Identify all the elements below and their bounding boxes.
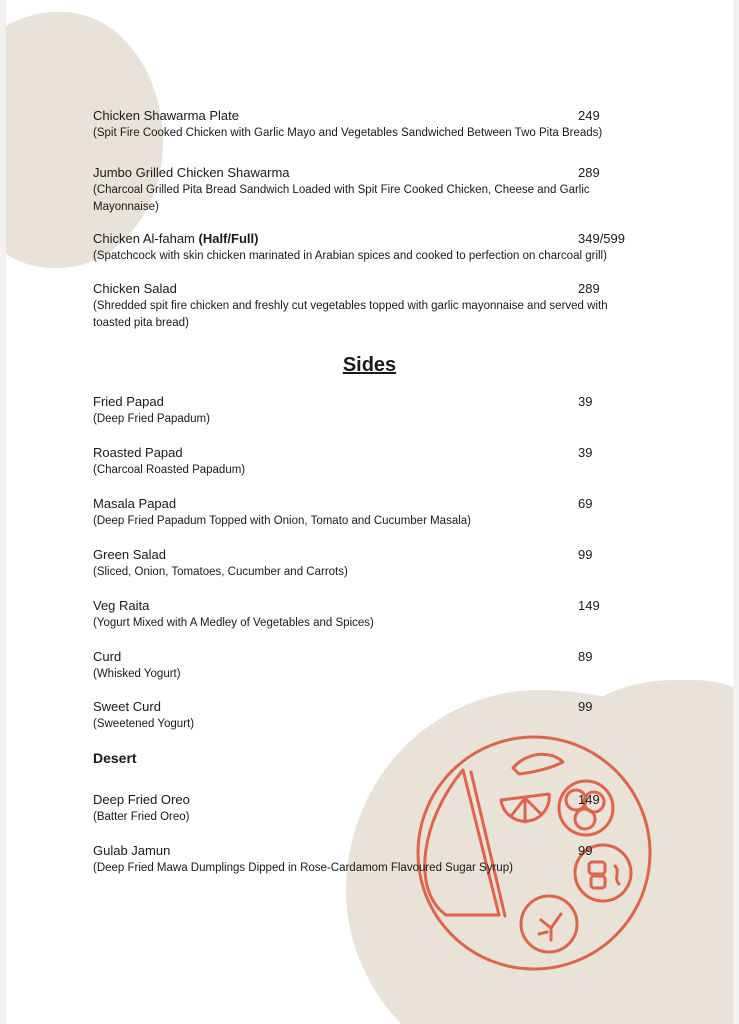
item-description: (Sliced, Onion, Tomatoes, Cucumber and Carrots) bbox=[93, 566, 348, 578]
menu-item-chicken-al-faham bbox=[93, 231, 653, 265]
menu-item-fried-papad bbox=[93, 394, 653, 428]
item-description: (Whisked Yogurt) bbox=[93, 668, 181, 680]
section-title-sides: Sides bbox=[342, 354, 397, 376]
item-price: 289 bbox=[578, 281, 600, 296]
menu-item-chicken-shawarma-plate bbox=[93, 108, 653, 142]
menu-item-green-salad bbox=[93, 547, 653, 581]
item-name: Chicken Shawarma Plate bbox=[93, 108, 239, 123]
item-description: (Sweetened Yogurt) bbox=[93, 718, 195, 730]
item-price: 149 bbox=[578, 598, 600, 613]
menu-item-gulab-jamun bbox=[93, 843, 653, 877]
item-name: Veg Raita bbox=[93, 598, 150, 613]
item-name: Chicken Salad bbox=[93, 281, 177, 296]
menu-item-roasted-papad bbox=[93, 445, 653, 479]
item-description: (Spatchcock with skin chicken marinated in Arabian spices and cooked to perfection on charcoal grill) bbox=[93, 250, 607, 262]
menu-item-jumbo-grilled-chicken-shawarma bbox=[93, 165, 653, 216]
item-price: 99 bbox=[578, 843, 593, 858]
item-name: Fried Papad bbox=[93, 394, 164, 409]
item-description: (Charcoal Grilled Pita Bread Sandwich Loaded with Spit Fire Cooked Chicken, Cheese and Garlic Mayonnaise) bbox=[93, 184, 590, 213]
item-price: 349/599 bbox=[578, 231, 625, 246]
menu-item-sweet-curd bbox=[93, 699, 653, 733]
item-description: (Deep Fried Mawa Dumplings Dipped in Rose-Cardamom Flavoured Sugar Syrup) bbox=[93, 862, 513, 874]
item-description: (Spit Fire Cooked Chicken with Garlic Mayo and Vegetables Sandwiched Between Two Pita Breads) bbox=[93, 127, 603, 139]
item-price: 39 bbox=[578, 394, 593, 409]
item-name: Gulab Jamun bbox=[93, 843, 171, 858]
item-price: 99 bbox=[578, 547, 593, 562]
menu-item-veg-raita bbox=[93, 598, 653, 632]
item-price: 249 bbox=[578, 108, 600, 123]
item-price: 89 bbox=[578, 649, 593, 664]
item-name-text: Chicken Al-faham bbox=[93, 231, 199, 246]
item-description: (Batter Fried Oreo) bbox=[93, 811, 190, 823]
item-name: Green Salad bbox=[93, 547, 166, 562]
menu-item-chicken-salad bbox=[93, 281, 653, 332]
item-portion-label: (Half/Full) bbox=[198, 231, 259, 246]
menu-item-masala-papad bbox=[93, 496, 653, 530]
item-name: Sweet Curd bbox=[93, 699, 161, 714]
section-title-desert: Desert bbox=[93, 750, 137, 766]
item-description: (Deep Fried Papadum Topped with Onion, Tomato and Cucumber Masala) bbox=[93, 515, 472, 527]
item-name: Deep Fried Oreo bbox=[93, 792, 190, 807]
item-name: Roasted Papad bbox=[93, 445, 183, 460]
menu-page bbox=[6, 0, 733, 1024]
item-description: (Shredded spit fire chicken and freshly cut vegetables topped with garlic mayonnaise and served with toasted pita bread) bbox=[93, 300, 608, 329]
item-price: 69 bbox=[578, 496, 593, 511]
item-name: Masala Papad bbox=[93, 496, 177, 511]
item-price: 39 bbox=[578, 445, 593, 460]
item-description: (Yogurt Mixed with A Medley of Vegetables and Spices) bbox=[93, 617, 374, 629]
item-name: Jumbo Grilled Chicken Shawarma bbox=[93, 165, 290, 180]
item-description: (Deep Fried Papadum) bbox=[93, 413, 210, 425]
item-price: 149 bbox=[578, 792, 600, 807]
menu-item-deep-fried-oreo bbox=[93, 792, 653, 826]
item-description: (Charcoal Roasted Papadum) bbox=[93, 464, 246, 476]
item-price: 99 bbox=[578, 699, 593, 714]
item-name bbox=[93, 231, 653, 247]
menu-item-curd bbox=[93, 649, 653, 683]
item-name: Curd bbox=[93, 649, 122, 664]
item-price: 289 bbox=[578, 165, 600, 180]
